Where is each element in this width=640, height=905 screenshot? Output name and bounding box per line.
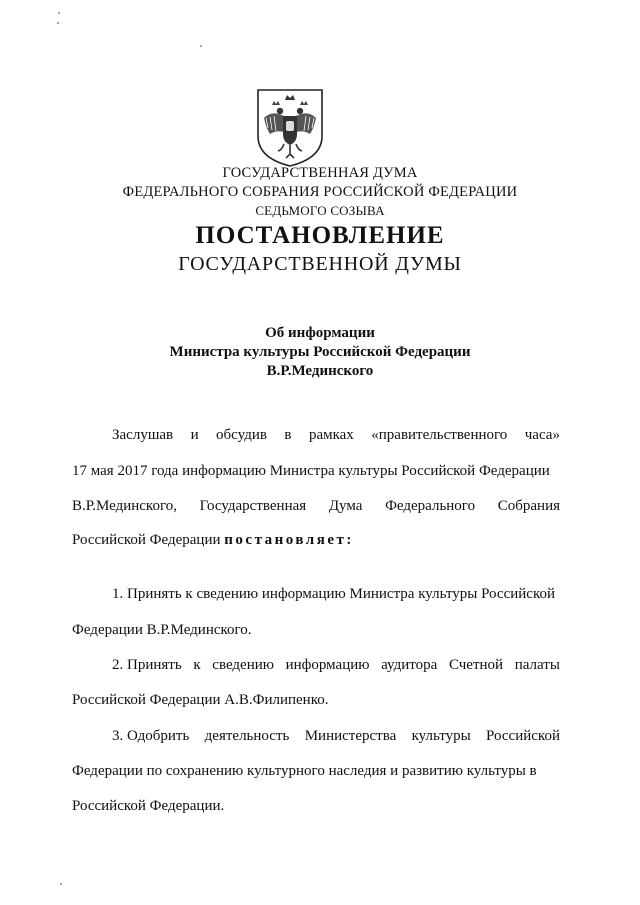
word: рамках — [308, 427, 354, 443]
item-1-line-1: 1. Принять к сведению информацию Министра культуры Российской — [112, 586, 555, 602]
word: часа» — [524, 427, 560, 443]
preamble-line-2: 17 мая 2017 года информацию Министра культуры Российской Федерации — [72, 463, 550, 479]
word: к — [193, 657, 201, 673]
item-2-line-2: Российской Федерации А.В.Филипенко. — [72, 692, 329, 708]
word: 2. Принять — [112, 657, 182, 673]
document-type-title: ПОСТАНОВЛЕНИЕ — [195, 222, 445, 249]
preamble-line-1 — [112, 426, 560, 444]
word: Счетной — [448, 657, 504, 673]
preamble-line-3 — [72, 497, 560, 515]
item-1-line-2: Федерации В.Р.Мединского. — [72, 622, 252, 638]
russian-coat-of-arms-icon — [254, 88, 326, 168]
word: информацию — [285, 657, 370, 673]
word: Министерства — [304, 728, 397, 744]
scan-speck — [57, 22, 59, 24]
word: аудитора — [381, 657, 438, 673]
subject-line: В.Р.Мединского — [266, 363, 374, 379]
scan-speck — [200, 45, 202, 47]
item-3-line-1 — [112, 727, 560, 745]
word: в — [284, 427, 292, 443]
word: Собрания — [497, 498, 560, 514]
subject-line: Министра культуры Российской Федерации — [169, 344, 471, 360]
word: 3. Одобрить — [112, 728, 190, 744]
org-name-line: ГОСУДАРСТВЕННАЯ ДУМА — [222, 165, 418, 181]
word: Дума — [328, 498, 363, 514]
convocation-line: СЕДЬМОГО СОЗЫВА — [255, 203, 385, 218]
item-3-line-3: Российской Федерации. — [72, 798, 225, 814]
word: Государственная — [199, 498, 307, 514]
resolution-keyword: постановляет: — [224, 532, 354, 548]
item-3-line-2: Федерации по сохранению культурного наследия и развитию культуры в — [72, 763, 537, 779]
subject-line: Об информации — [265, 325, 375, 341]
word: культуры — [411, 728, 471, 744]
word: и — [190, 427, 199, 443]
word: В.Р.Мединского, — [72, 498, 177, 514]
preamble-line-4 — [72, 531, 560, 549]
preamble-text: Российской Федерации — [72, 532, 225, 548]
word: Российской — [486, 728, 560, 744]
word: Заслушав — [112, 427, 174, 443]
word: деятельность — [204, 728, 290, 744]
word: обсудив — [216, 427, 267, 443]
word: палаты — [514, 657, 560, 673]
item-2-line-1 — [112, 656, 560, 674]
document-issuer: ГОСУДАРСТВЕННОЙ ДУМЫ — [178, 253, 462, 275]
word: «правительственного — [371, 427, 508, 443]
org-name-line: ФЕДЕРАЛЬНОГО СОБРАНИЯ РОССИЙСКОЙ ФЕДЕРАЦИИ — [122, 184, 518, 200]
scan-speck — [58, 12, 60, 14]
word: Федерального — [385, 498, 476, 514]
scan-speck — [60, 883, 62, 885]
word: сведению — [212, 657, 274, 673]
